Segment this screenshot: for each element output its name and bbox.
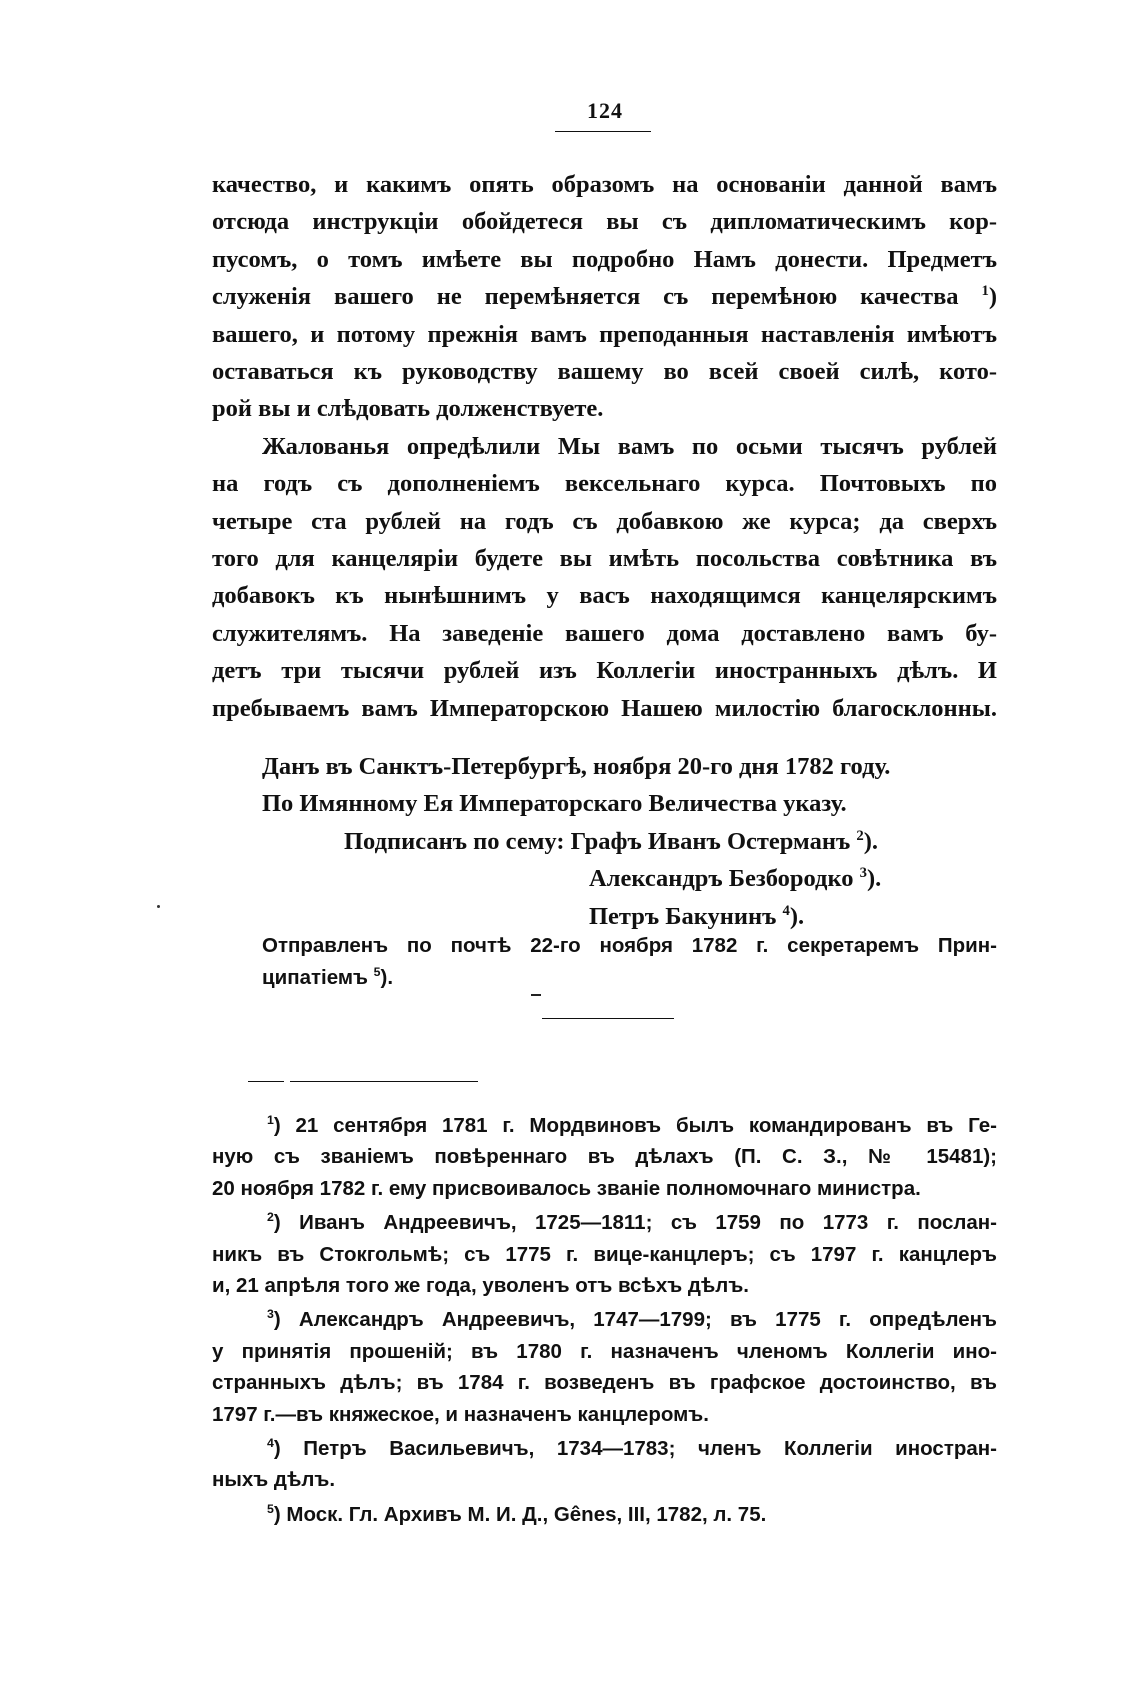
footnote-ref-number: 1 <box>981 283 989 300</box>
footnote <box>212 1110 997 1204</box>
footnote-separator <box>248 1081 284 1082</box>
text-line-with-footnote <box>212 278 997 315</box>
main-text <box>212 166 997 727</box>
footnote-ref-paren: ). <box>380 966 394 989</box>
footnote-ref-number: 4 <box>782 902 790 919</box>
text-line: того для канцеляріи будете вы имѣть посольства совѣтника въ <box>212 545 997 573</box>
footnote <box>212 1304 997 1430</box>
text-line: отсюда инструкціи обойдетеся вы съ дипломатическимъ кор- <box>212 208 997 236</box>
text-line: пусомъ, о томъ имѣете вы подробно Намъ донести. Предметъ <box>212 245 997 273</box>
footnote-line: ныхъ дѣлъ. <box>212 1468 336 1492</box>
footnote-text: ) Иванъ Андреевичъ, 1725—1811; съ 1759 по 1773 г. послан- <box>273 1211 997 1235</box>
footnotes <box>212 1110 997 1533</box>
footnote-line: 1797 г.—въ княжеское, и назначенъ канцлеромъ. <box>212 1402 709 1426</box>
footnote-line <box>212 1304 997 1335</box>
footnote-marker: 2 <box>267 1210 274 1225</box>
text-line: оставаться къ руководству вашему во всей своей силѣ, кото- <box>212 358 997 386</box>
text-line: вашего, и потому прежнія вамъ преподанныя наставленія имѣютъ <box>212 320 997 348</box>
footnote <box>212 1433 997 1496</box>
footnote-line: у принятія прошеній; въ 1780 г. назначенъ членомъ Коллегіи ино- <box>212 1339 997 1363</box>
signer-name: Александръ Безбородко <box>589 865 854 893</box>
text-line: пребываемъ вамъ Императорскою Нашею милостію благосклонны. <box>212 694 997 722</box>
footnote-ref-paren: ). <box>866 865 882 893</box>
text-line: четыре ста рублей на годъ съ добавкою же курса; да сверхъ <box>212 507 997 535</box>
footnote-line <box>212 1207 997 1238</box>
text-line: детъ три тысячи рублей изъ Коллегіи иностранныхъ дѣлъ. И <box>212 657 997 685</box>
text-line: служителямъ. На заведеніе вашего дома доставлено вамъ бу- <box>212 619 997 647</box>
signed-line <box>212 823 997 860</box>
text-line: Жалованья опредѣлили Мы вамъ по осьми тысячъ рублей <box>262 432 997 460</box>
footnote-line: 20 ноября 1782 г. ему присвоивалось званіе полномочнаго министра. <box>212 1176 921 1200</box>
footnote-text: ) Петръ Васильевичъ, 1734—1783; членъ Коллегіи иностран- <box>273 1437 997 1461</box>
dispatch-note <box>262 930 997 994</box>
decree-line: По Имянному Ея Императорскаго Величества указу. <box>262 790 847 818</box>
footnote-line <box>212 1110 997 1141</box>
dispatch-line <box>262 962 997 994</box>
given-at-line: Данъ въ Санктъ-Петербургѣ, ноября 20-го дня 1782 году. <box>262 753 891 780</box>
text-line: рой вы и слѣдовать долженствуете. <box>212 395 604 423</box>
dispatch-text: ципатіемъ <box>262 966 368 989</box>
signer-line <box>212 860 997 897</box>
footnote-text: ) 21 сентября 1781 г. Мордвиновъ былъ командированъ въ Ге- <box>273 1114 997 1137</box>
footnote <box>212 1207 997 1301</box>
page-number: 124 <box>587 98 623 123</box>
footnote-line <box>212 1433 997 1464</box>
dispatch-line: Отправленъ по почтѣ 22-го ноября 1782 г. секретаремъ Прин- <box>262 934 997 957</box>
footnote-ref-number: 3 <box>859 865 867 882</box>
footnote-text: ) Александръ Андреевичъ, 1747—1799; въ 1775 г. опредѣленъ <box>273 1308 997 1332</box>
footnote-ref-number: 2 <box>856 827 864 844</box>
section-divider <box>542 1018 674 1019</box>
signer-name: Петръ Бакунинъ <box>589 902 777 930</box>
signed-text: Подписанъ по сему: Графъ Иванъ Остерманъ <box>344 827 851 855</box>
scan-speck <box>157 905 160 908</box>
text-line: на годъ съ дополненіемъ вексельнаго курса. Почтовыхъ по <box>212 470 997 498</box>
footnote-ref-paren: ). <box>789 902 805 930</box>
footnote-text: ) Моск. Гл. Архивъ М. И. Д., Gênes, III, 1782, л. 75. <box>273 1502 767 1526</box>
footnote-ref-number: 5 <box>373 965 381 980</box>
signature-block <box>212 748 997 935</box>
footnote-reference <box>981 283 997 310</box>
footnote-line: ную съ званіемъ повѣреннаго въ дѣлахъ (П. С. З., № 15481); <box>212 1145 997 1169</box>
dash-mark <box>531 994 541 996</box>
page-number-rule <box>555 131 651 132</box>
footnote-line: и, 21 апрѣля того же года, уволенъ отъ всѣхъ дѣлъ. <box>212 1274 749 1298</box>
footnote-line <box>212 1499 997 1530</box>
footnote-ref-paren: ) <box>988 283 997 311</box>
footnote-marker: 5 <box>267 1502 274 1517</box>
footnote-line: странныхъ дѣлъ; въ 1784 г. возведенъ въ графское достоинство, въ <box>212 1371 997 1395</box>
footnote-marker: 1 <box>267 1113 274 1128</box>
footnote <box>212 1499 997 1530</box>
footnote-ref-paren: ). <box>863 827 878 855</box>
footnote-separator <box>290 1081 478 1082</box>
text-line: добавокъ къ нынѣшнимъ у васъ находящимся канцелярскимъ <box>212 582 997 610</box>
footnote-line: никъ въ Стокгольмѣ; съ 1775 г. вице-канцлеръ; съ 1797 г. канцлеръ <box>212 1242 997 1266</box>
footnote-marker: 4 <box>267 1436 274 1451</box>
footnote-marker: 3 <box>267 1307 274 1322</box>
text-fragment: служенія вашего не перемѣняется съ перемѣною качества <box>212 283 959 311</box>
text-line: качество, и какимъ опять образомъ на основаніи данной вамъ <box>212 171 997 198</box>
